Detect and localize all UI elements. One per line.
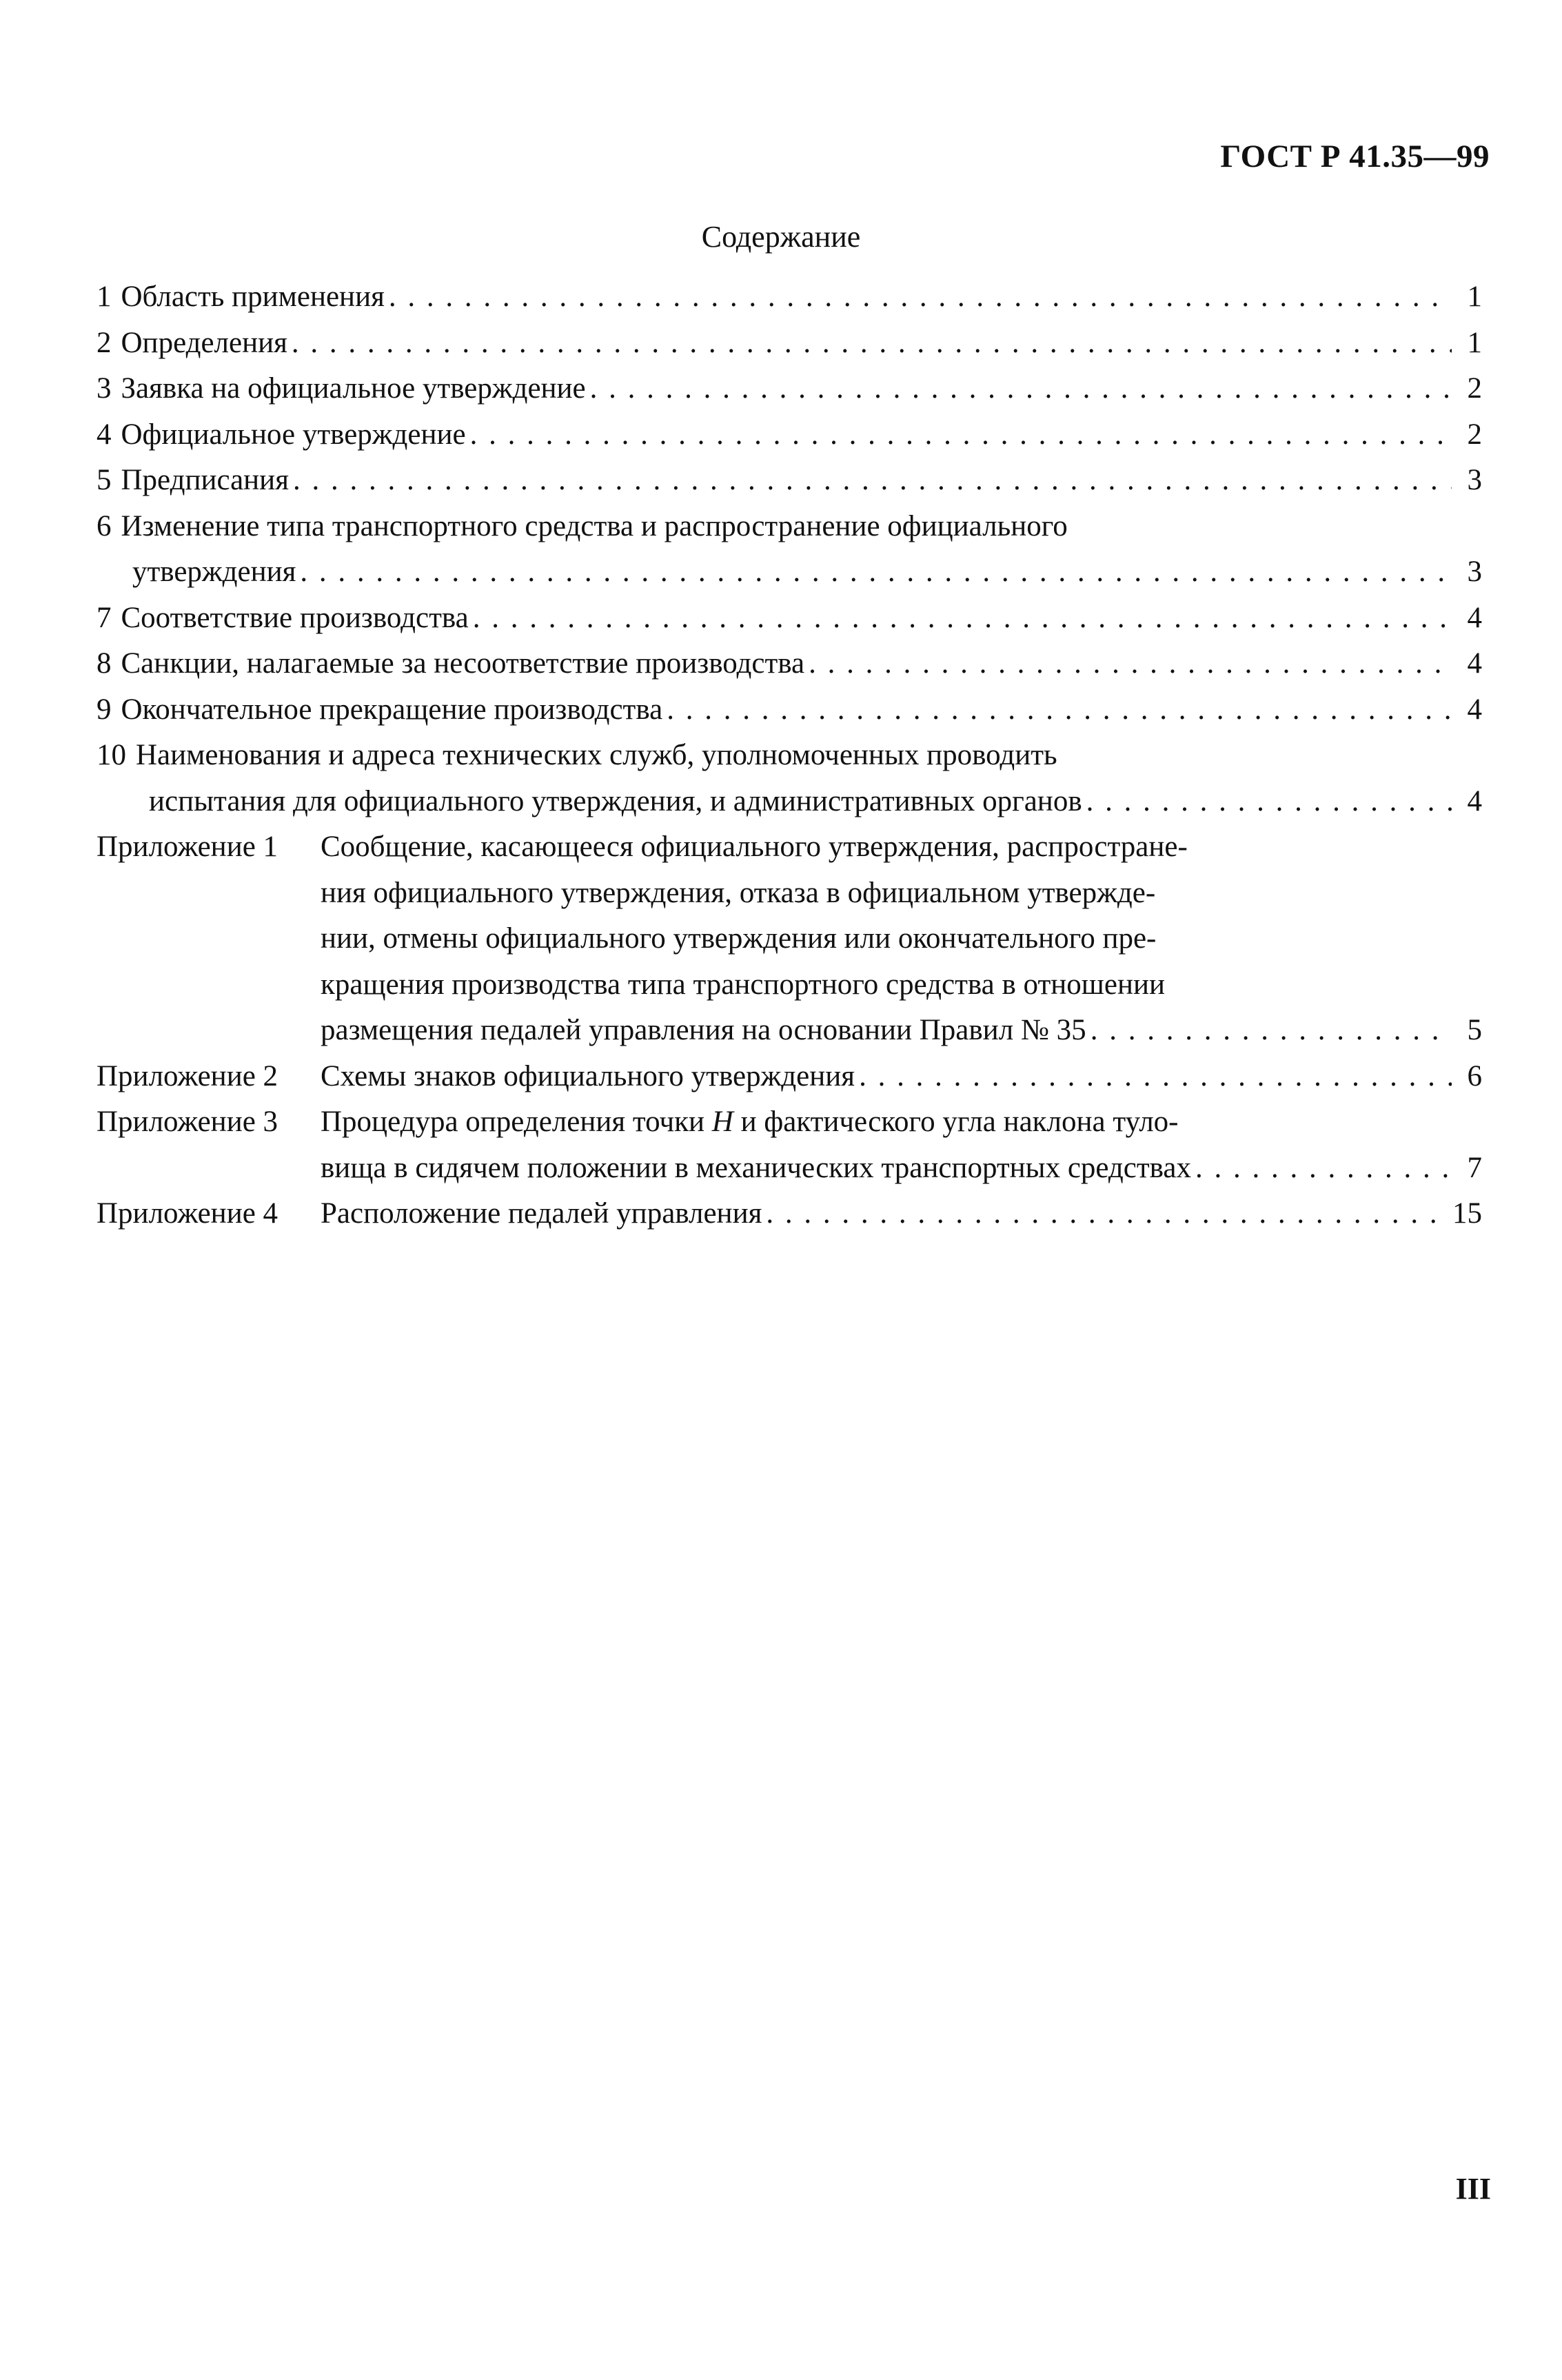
section-title: Официальное утверждение	[121, 418, 466, 451]
appendix-title: вища в сидячем положении в механических транспортных средствах	[321, 1151, 1191, 1184]
dot-leader	[590, 366, 1452, 412]
toc-entry-line	[97, 321, 1482, 367]
appendix-title: кращения производства типа транспортного средства в отношении	[321, 968, 1165, 1001]
toc-entry-line	[97, 1099, 1482, 1146]
toc-entry-line	[97, 962, 1482, 1008]
section-number: 5	[97, 464, 112, 496]
appendix-title: нии, отмены официального утверждения или окончательного пре-	[321, 922, 1157, 955]
dot-leader	[292, 321, 1452, 367]
section-number: 10	[97, 739, 126, 771]
dot-leader	[293, 458, 1452, 504]
dot-leader	[1091, 1008, 1452, 1054]
dot-leader	[1086, 779, 1452, 825]
appendix-page-number: 5	[1467, 1014, 1482, 1046]
section-page-number: 3	[1467, 464, 1482, 496]
toc-entry-line	[97, 1191, 1482, 1237]
dot-leader	[859, 1054, 1452, 1100]
document-code: ГОСТ Р 41.35—99	[1220, 139, 1490, 174]
section-number: 8	[97, 647, 112, 680]
section-number: 1	[97, 281, 112, 313]
appendix-page-number: 15	[1452, 1197, 1482, 1230]
toc-entry-line	[97, 916, 1482, 962]
dot-leader	[1195, 1146, 1452, 1192]
dot-leader	[389, 274, 1452, 321]
appendix-label: Приложение 4	[97, 1197, 278, 1230]
section-page-number: 4	[1467, 601, 1482, 634]
dot-leader	[809, 641, 1452, 687]
section-page-number: 4	[1467, 647, 1482, 680]
section-number: 7	[97, 601, 112, 634]
section-page-number: 2	[1467, 418, 1482, 451]
section-number: 6	[97, 509, 112, 542]
toc-entry-line	[97, 549, 1482, 596]
appendix-title: ния официального утверждения, отказа в официальном утвержде-	[321, 876, 1156, 909]
toc-entry-line	[97, 458, 1482, 504]
section-title: Определения	[121, 326, 287, 359]
section-page-number: 3	[1467, 556, 1482, 588]
page-number: III	[1455, 2172, 1491, 2206]
dot-leader	[300, 549, 1452, 596]
section-title: утверждения	[132, 556, 296, 588]
section-title: Изменение типа транспортного средства и распространение официального	[121, 509, 1068, 542]
section-page-number: 4	[1467, 784, 1482, 817]
section-number: 2	[97, 326, 112, 359]
section-title: Заявка на официальное утверждение	[121, 372, 586, 405]
section-title: Область применения	[121, 281, 385, 313]
appendix-label: Приложение 3	[97, 1106, 278, 1138]
appendix-label: Приложение 2	[97, 1059, 278, 1092]
toc-title: Содержание	[701, 220, 861, 254]
section-title: Соответствие производства	[121, 601, 469, 634]
appendix-label: Приложение 1	[97, 831, 278, 863]
toc-entry-line	[97, 824, 1482, 871]
toc-entry-line	[97, 504, 1482, 550]
section-title: Наименования и адреса технических служб, уполномоченных проводить	[136, 739, 1057, 771]
section-page-number: 2	[1467, 372, 1482, 405]
toc-entry-line	[97, 1008, 1482, 1054]
dot-leader	[470, 412, 1452, 458]
dot-leader	[766, 1191, 1443, 1237]
toc-entry-line	[97, 733, 1482, 779]
section-title: испытания для официального утверждения, и административных органов	[149, 784, 1082, 817]
appendix-title: размещения педалей управления на основании Правил № 35	[321, 1014, 1086, 1046]
toc-entry-line	[97, 596, 1482, 642]
table-of-contents	[97, 274, 1482, 1237]
dot-leader	[667, 687, 1452, 733]
section-number: 3	[97, 372, 112, 405]
section-page-number: 4	[1467, 693, 1482, 726]
toc-entry-line	[97, 1146, 1482, 1192]
appendix-page-number: 7	[1467, 1151, 1482, 1184]
toc-entry-line	[97, 687, 1482, 733]
section-number: 4	[97, 418, 112, 451]
toc-entry-line	[97, 641, 1482, 687]
section-page-number: 1	[1467, 326, 1482, 359]
toc-entry-line	[97, 412, 1482, 458]
toc-entry-line	[97, 871, 1482, 917]
dot-leader	[473, 596, 1452, 642]
toc-entry-line	[97, 366, 1482, 412]
appendix-title: Процедура определения точки H и фактического угла наклона туло-	[321, 1106, 1179, 1138]
appendix-title: Схемы знаков официального утверждения	[321, 1059, 855, 1092]
toc-entry-line	[97, 779, 1482, 825]
section-page-number: 1	[1467, 281, 1482, 313]
appendix-title: Расположение педалей управления	[321, 1197, 762, 1230]
appendix-title: Сообщение, касающееся официального утверждения, распростране-	[321, 831, 1188, 863]
appendix-page-number: 6	[1467, 1059, 1482, 1092]
section-title: Предписания	[121, 464, 289, 496]
section-title: Санкции, налагаемые за несоответствие производства	[121, 647, 805, 680]
toc-entry-line	[97, 1054, 1482, 1100]
section-title: Окончательное прекращение производства	[121, 693, 663, 726]
toc-entry-line	[97, 274, 1482, 321]
section-number: 9	[97, 693, 112, 726]
